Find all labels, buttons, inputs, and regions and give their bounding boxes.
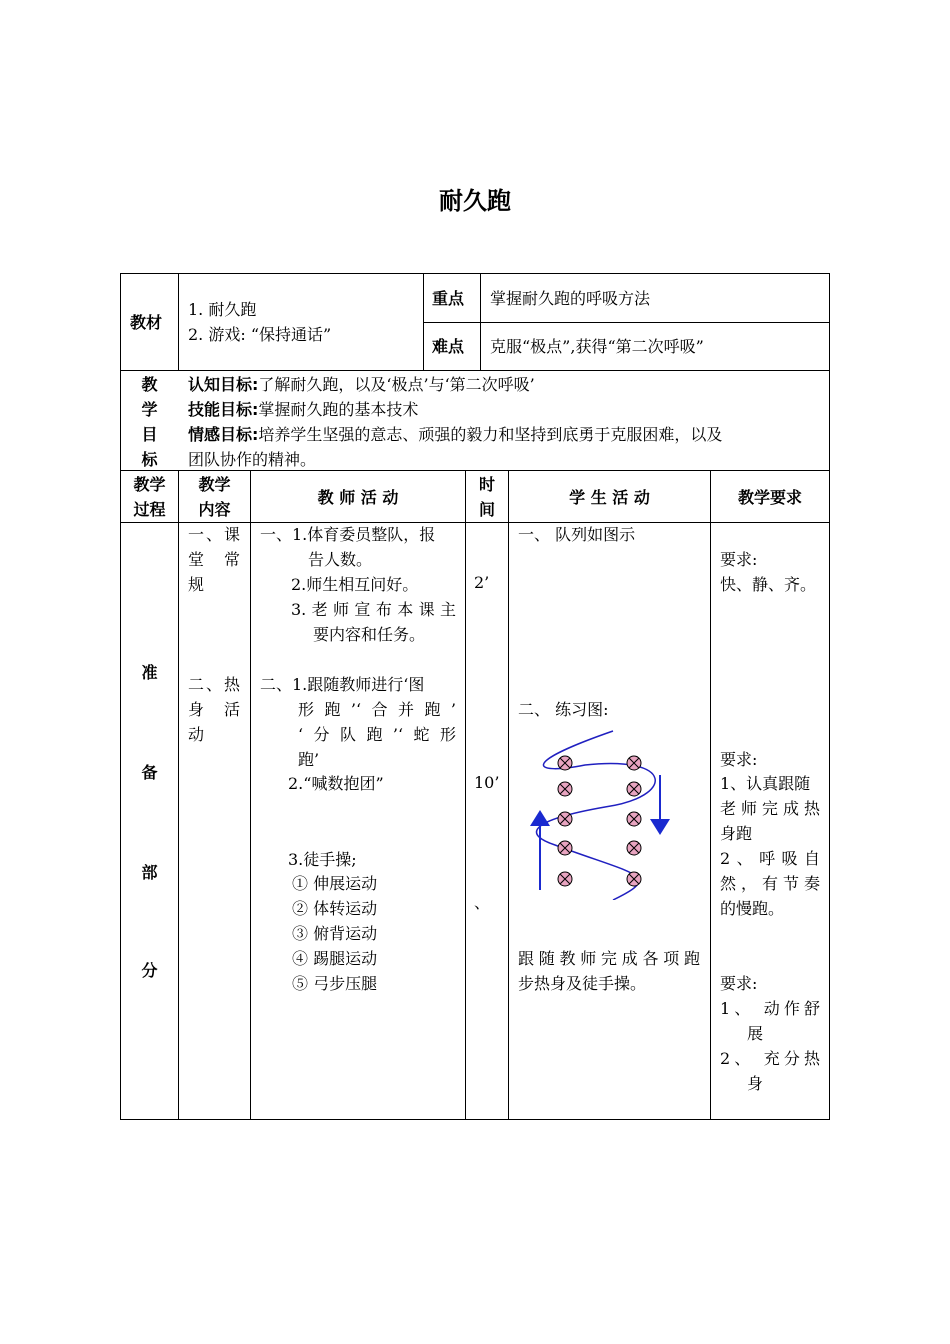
- teacher-warmup-3: ‘分队跑’‘蛇形: [298, 725, 456, 744]
- req-warmup-3: 老师完成热: [720, 799, 820, 818]
- req-exercise-2: 1、 动作舒: [720, 999, 820, 1018]
- teacher-routine-4: 3.老师宣布本课主: [291, 600, 456, 619]
- difficulty-text: 克服“极点”,获得“第二次呼吸”: [490, 337, 704, 356]
- goals-label-2: 学: [141, 400, 158, 419]
- content-routine-1: 一、课: [188, 525, 240, 544]
- col-time-2: 间: [478, 500, 495, 519]
- page-title: 耐久跑: [439, 187, 511, 215]
- teacher-warmup-2: 形跑’‘合并跑’: [298, 700, 456, 719]
- teacher-routine-3: 2.师生相互问好。: [291, 575, 419, 594]
- teacher-exercise-title: 3.徒手操;: [288, 850, 357, 869]
- goals-label-3: 目: [141, 425, 158, 444]
- student-marker: [627, 782, 641, 796]
- section-char-1: 准: [141, 663, 158, 682]
- section-char-2: 备: [141, 763, 158, 782]
- student-marker-group: [558, 756, 641, 886]
- student-marker: [558, 841, 572, 855]
- col-content-2: 内容: [198, 500, 231, 519]
- teacher-routine-5: 要内容和任务。: [313, 625, 426, 644]
- req-warmup-2: 1、认真跟随: [720, 774, 811, 793]
- student-warmup-1: 跟随教师完成各项跑: [518, 949, 700, 968]
- col-process-2: 过程: [133, 500, 166, 519]
- student-marker: [627, 841, 641, 855]
- material-item-1: 1. 耐久跑: [188, 300, 257, 319]
- req-exercise-3: 展: [747, 1024, 764, 1043]
- student-marker: [627, 872, 641, 886]
- req-warmup-6: 然，有节奏: [720, 874, 820, 893]
- material-label: 教材: [130, 313, 163, 332]
- col-student: 学 生 活 动: [569, 488, 650, 507]
- exercise-item-4: ④ 踢腿运动: [292, 949, 378, 968]
- col-process-1: 教学: [133, 475, 166, 494]
- time-mark: 、: [474, 893, 491, 912]
- req-routine-2: 快、静、齐。: [720, 575, 817, 594]
- exercise-item-1: ① 伸展运动: [292, 874, 378, 893]
- student-marker: [558, 872, 572, 886]
- req-warmup-1: 要求:: [720, 750, 758, 769]
- section-char-4: 分: [141, 961, 158, 980]
- goals-label-1: 教: [141, 375, 158, 394]
- content-routine-3: 规: [188, 575, 205, 594]
- time-routine: 2’: [474, 573, 490, 592]
- cognitive-goal-label: 认知目标:: [188, 375, 259, 394]
- student-marker: [558, 812, 572, 826]
- teacher-warmup-4: 跑’: [298, 750, 320, 769]
- student-formation-title: 一、 队列如图示: [518, 525, 636, 544]
- req-warmup-4: 身跑: [720, 824, 753, 843]
- student-marker: [558, 782, 572, 796]
- exercise-item-2: ② 体转运动: [292, 899, 378, 918]
- content-warmup-2: 身 活: [188, 700, 240, 719]
- teacher-routine-2: 告人数。: [308, 550, 373, 569]
- student-warmup-2: 步热身及徒手操。: [518, 974, 647, 993]
- teacher-routine-1: 一、1.体育委员整队，报: [260, 525, 436, 544]
- teacher-warmup-5: 2.“喊数抱团”: [288, 774, 384, 793]
- col-requirement: 教学要求: [737, 488, 802, 507]
- req-routine-1: 要求:: [720, 550, 758, 569]
- skill-goal-label: 技能目标:: [188, 400, 259, 419]
- student-marker: [627, 756, 641, 770]
- req-exercise-4: 2、 充分热: [720, 1049, 820, 1068]
- key-point-label: 重点: [432, 289, 465, 308]
- difficulty-label: 难点: [432, 337, 465, 356]
- req-warmup-5: 2、呼吸自: [720, 849, 820, 868]
- teacher-warmup-1: 二、1.跟随教师进行‘图: [260, 675, 425, 694]
- req-exercise-1: 要求:: [720, 974, 758, 993]
- exercise-item-3: ③ 俯背运动: [292, 924, 378, 943]
- goals-label-4: 标: [141, 450, 158, 469]
- req-warmup-7: 的慢跑。: [720, 899, 785, 918]
- content-warmup-3: 动: [188, 725, 205, 744]
- exercise-item-5: ⑤ 弓步压腿: [292, 974, 378, 993]
- section-char-3: 部: [141, 863, 158, 882]
- time-warmup: 10’: [474, 773, 500, 792]
- col-teacher: 教 师 活 动: [317, 488, 399, 507]
- cognitive-goal: [188, 372, 535, 397]
- practice-diagram: [525, 725, 675, 900]
- content-warmup-1: 二、热: [188, 675, 240, 694]
- emotion-goal-continued: 团队协作的精神。: [188, 450, 317, 469]
- emotion-goal-text: 培养学生坚强的意志、顽强的毅力和坚持到底勇于克服困难，以及: [258, 425, 723, 444]
- student-marker: [627, 812, 641, 826]
- skill-goal: [188, 397, 418, 422]
- emotion-goal-label: 情感目标:: [188, 425, 259, 444]
- emotion-goal: [188, 422, 722, 447]
- key-point-text: 掌握耐久跑的呼吸方法: [490, 289, 651, 308]
- student-marker: [558, 756, 572, 770]
- content-routine-2: 堂 常: [188, 550, 240, 569]
- student-diagram-title: 二、 练习图:: [518, 700, 609, 719]
- skill-goal-text: 掌握耐久跑的基本技术: [258, 400, 419, 419]
- cognitive-goal-text: 了解耐久跑，以及‘极点’与‘第二次呼吸’: [258, 375, 535, 394]
- col-time-1: 时: [478, 475, 495, 494]
- col-content-1: 教学: [198, 475, 231, 494]
- material-item-2: 2. 游戏: “保持通话”: [188, 325, 332, 344]
- req-exercise-5: 身: [747, 1074, 764, 1093]
